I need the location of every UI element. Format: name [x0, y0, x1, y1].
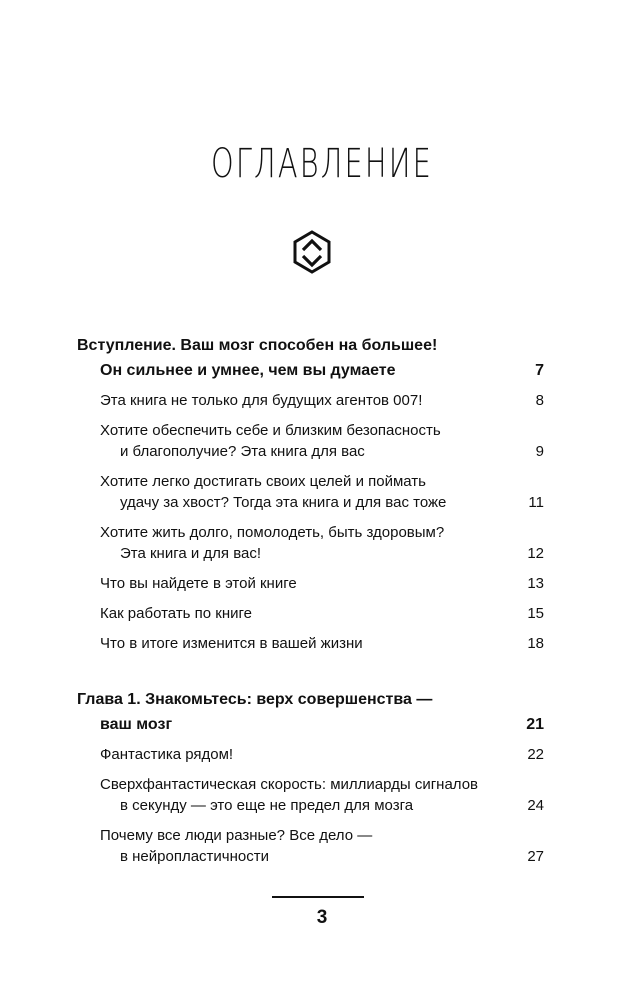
- page-ref: 8: [535, 392, 544, 409]
- toc-entry-text: Фантастика рядом!: [100, 746, 234, 763]
- page-ref: 24: [527, 797, 544, 814]
- diamond-chevron-emblem-icon: [292, 230, 332, 274]
- toc-entry-line[interactable]: [0, 743, 644, 767]
- toc-entry-text: Хотите обеспечить себе и близким безопасность: [100, 422, 441, 439]
- page-ref: 15: [527, 605, 544, 622]
- toc-entry-line[interactable]: [0, 491, 644, 515]
- toc-entry-line[interactable]: [0, 602, 644, 626]
- toc-entry-text: Почему все люди разные? Все дело —: [100, 827, 373, 844]
- toc-entry-text: Эта книга не только для будущих агентов 007!: [100, 392, 423, 409]
- toc-entry-text: в секунду — это еще не предел для мозга: [120, 797, 414, 814]
- page-ref: 11: [528, 494, 544, 511]
- section-subtitle-entry[interactable]: [0, 713, 644, 737]
- page-ref: 27: [527, 848, 544, 865]
- toc-entry-text: удачу за хвост? Тогда эта книга и для вас тоже: [120, 494, 447, 511]
- toc-entry-line[interactable]: [0, 440, 644, 464]
- toc-entry-line[interactable]: [0, 572, 644, 596]
- toc-entry-text: Эта книга и для вас!: [120, 545, 262, 562]
- page-ref: 13: [527, 575, 544, 592]
- page-ref: 12: [527, 545, 544, 562]
- toc-entry-text: Хотите жить долго, помолодеть, быть здоровым?: [100, 524, 445, 541]
- toc-entry-text: Что в итоге изменится в вашей жизни: [100, 635, 363, 652]
- toc-entry-text: Сверхфантастическая скорость: миллиарды сигналов: [100, 776, 479, 793]
- section-title-text: Глава 1. Знакомьтесь: верх совершенства —: [77, 691, 433, 708]
- toc-entry-line[interactable]: [0, 845, 644, 869]
- toc-entry-text: Как работать по книге: [100, 605, 253, 622]
- toc-entry-text: Хотите легко достигать своих целей и поймать: [100, 473, 426, 490]
- section-title-text: Вступление. Ваш мозг способен на большее!: [77, 337, 438, 354]
- page-number: 3: [316, 907, 328, 928]
- section-subtitle-text: ваш мозг: [100, 716, 173, 733]
- page-ref: 7: [535, 362, 544, 379]
- toc-entry-line[interactable]: [0, 542, 644, 566]
- toc-entry-text: Что вы найдете в этой книге: [100, 575, 297, 592]
- section-subtitle-entry[interactable]: [0, 359, 644, 383]
- footer-rule: [272, 896, 364, 898]
- page-ref: 22: [527, 746, 544, 763]
- toc-entry-line[interactable]: [0, 632, 644, 656]
- section-subtitle-text: Он сильнее и умнее, чем вы думаете: [100, 362, 396, 379]
- page-ref: 9: [535, 443, 544, 460]
- section-title[interactable]: [0, 334, 644, 358]
- toc-entry-text: и благополучие? Эта книга для вас: [120, 443, 365, 460]
- page-ref: 21: [526, 716, 544, 733]
- toc-entry-text: в нейропластичности: [120, 848, 269, 865]
- section-title[interactable]: [0, 688, 644, 712]
- page-title: ОГЛАВЛЕНИЕ: [211, 141, 433, 187]
- toc-entry-line[interactable]: [0, 389, 644, 413]
- page-ref: 18: [527, 635, 544, 652]
- toc-entry-line[interactable]: [0, 794, 644, 818]
